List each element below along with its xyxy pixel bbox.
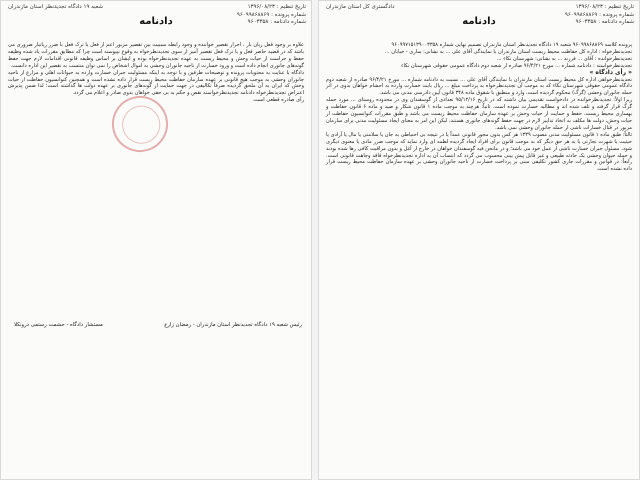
page-title: دادنامه [462, 16, 496, 27]
doc-number-label: شماره دادنامه : ۹۶۰۳۳۵۸ [247, 19, 306, 25]
paragraph: تجدیدنظرخواهی اداره کل محیط زیست استان مازندران با نمایندگی آقای علی ... نسبت به دادنامه شماره ... مورخ ۹۶/۴/۲۱ صادره از شعبه دوم دادگاه عمومی حقوقی شهرستان نکاء که به موجب آن تجدیدنظرخواه به پرداخت مبلغ ... ریال بابت خسارت وارده به احشام خواهان بدوی در اثر حمله جانوران وحشی (گرگ) محکوم گردیده است، وارد و منطبق با شقوق ماده ۳۴۸ قانون آیین دادرسی مدنی می باشد. [326, 76, 632, 97]
appellant-line: تجدیدنظرخواه : اداره کل حفاظت محیط زیست استان مازندران با نمایندگی آقای علی ... به نشانی: ساری - خیابان ... [384, 48, 632, 55]
subject-line: تجدیدنظرخواسته : دادنامه شماره ... مورخ ۹۶/۴/۲۱ صادره از شعبه دوم دادگاه عمومی حقوقی شهرستان نکاء [401, 62, 632, 69]
case-number-line: پرونده کلاسه ۹۶۰۹۹۸۶۸۸۶۹ شعبه ۱۹ دادگاه تجدیدنظر استان مازندران تصمیم نهایی شماره ۹۶۰۹۹۷۱۵۱۳۹۰۰۳۳۵۸ [391, 42, 632, 48]
counselor-signature: مستشار دادگاه - حشمت رستمی درونکلا [14, 322, 103, 328]
page-header [0, 0, 312, 36]
page-header [318, 0, 640, 36]
case-number-label: شماره پرونده : ۹۶۰۹۹۸۶۸۸۶۹ [564, 11, 634, 18]
paragraph: علاوه بر وجود فعل زیان بار ، احراز تقصیر خواننده و وجود رابطه سببیت بین تقصیر مزبور اعم از فعل یا ترک فعل با ضرر زیانبار ضروری می باشد که در قضیه حاضر فعل و یا ترک فعل تقصیر آمیز از سوی تجدیدنظرخواه به وقوع نپیوسته است چرا که مطابق مقررات یاد شده وظیفه حفظ و حراست از حیات وحش و محیط زیست به عهده تجدیدنظرخواه بوده و ایشان بر اساس وظیفه قانونی اقدامات لازم جهت حفظ گونه‌های جانوری انجام داده است و ورود خسارت از ناحیه جانوران وحشی به اموال اشخاص را نمی توان منتسب به تقصیر این اداره دانست. [8, 42, 304, 69]
paragraph: دادگاه با عنایت به محتویات پرونده و توضیحات طرفین و با توجه به اینکه مسئولیت جبران خسارت وارده به حیوانات اهلی و مزارع از ناحیه جانوران وحشی به موجب هیچ قانونی بر عهده سازمان حفاظت محیط زیست قرار داده نشده است و همچنین کنوانسیون حفاظت از حیات وحش که ایران به آن ملحق گردیده صرفاً تکالیفی در جهت حمایت از گونه‌های جانوری بر عهده دولت ها گذاشته است؛ لذا ضمن پذیرش اعتراض تجدیدنظرخواه دادنامه تجدیدنظرخواسته نقض و حکم به بی حقی خواهان بدوی صادر و اعلام می گردد. [8, 69, 304, 97]
page-title: دادنامه [139, 16, 173, 27]
paragraph: رأی صادره قطعی است. [252, 97, 304, 104]
date-label: تاریخ تنظیم : ۱۳۹۶/۰۸/۲۳ [575, 4, 634, 10]
court-name: شعبه ۱۹ دادگاه تجدیدنظر استان مازندران [8, 4, 104, 10]
date-label: تاریخ تنظیم : ۱۳۹۶/۰۸/۲۳ [247, 4, 306, 10]
judgment-text [8, 42, 304, 104]
presiding-judge-signature: رئیس شعبه ۱۹ دادگاه تجدیدنظر استان مازندران - رمضان زارع [164, 322, 302, 328]
document-page-left [0, 0, 312, 480]
document-page-right [318, 0, 640, 480]
paragraph: ثالثاً: طبق ماده ۱ قانون مسئولیت مدنی مصوب ۱۳۳۹ هر کس بدون مجوز قانونی عمداً یا در نتیجه بی احتیاطی به جان یا سلامتی یا مال یا آزادی یا حیثیت یا شهرت تجارتی یا به هر حق دیگر که به موجب قانون برای افراد ایجاد گردیده لطمه ای وارد نماید که موجب ضرر مادی یا معنوی دیگری شود، مسئول جبران خسارت ناشی از عمل خود می باشد؛ و در مانحن فیه گوسفندان خواهان در خارج از آغل و بدون مراقبت کافی رها شده بودند و حمله حیوان وحشی یک حادثه طبیعی و غیر قابل پیش بینی محسوب می گردد که انتساب آن به اداره تجدیدنظرخواه فاقد وجاهت قانونی است. رابعاً: در قوانین و مقررات جاری کشور تکلیفی مبنی بر پرداخت خسارت از ناحیه جانوران وحشی بر عهده سازمان حفاظت محیط زیست قرار داده نشده است. [326, 131, 632, 173]
paragraph: زیرا اولاً: تجدیدنظرخوانده در دادخواست تقدیمی بیان داشته که در تاریخ ۹۵/۱۲/۱۶ تعدادی از گوسفندان وی در محدوده روستای ... مورد حمله گرگ قرار گرفته و تلف شده اند و مطالبه خسارت نموده است. ثانیاً: هرچند به موجب ماده ۱ قانون شکار و صید و ماده ۶ قانون حفاظت و بهسازی محیط زیست، حفظ و حمایت از حیات وحش بر عهده سازمان حفاظت محیط زیست می باشد و طبق مقررات کنوانسیون حفاظت از حیات وحش، دولت ها مکلف به اتخاذ تدابیر لازم در جهت حفظ گونه‌های جانوری هستند، لیکن این امر به معنای ایجاد مسئولیت مدنی برای سازمان مزبور در قبال خسارات ناشی از حمله جانوران وحشی نمی باشد. [326, 97, 632, 131]
court-name: دادگستری کل استان مازندران [326, 4, 395, 10]
doc-number-label: شماره دادنامه : ۹۶۰۳۳۵۸ [575, 19, 634, 25]
case-number-label: شماره پرونده : ۹۶۰۹۹۸۶۸۸۶۹ [236, 11, 306, 18]
appellee-line: تجدیدنظرخوانده : آقای ... فرزند ... به نشانی: شهرستان نکاء ... [496, 55, 632, 62]
judgment-text [326, 42, 632, 173]
section-title: « رأی دادگاه » [589, 68, 632, 76]
